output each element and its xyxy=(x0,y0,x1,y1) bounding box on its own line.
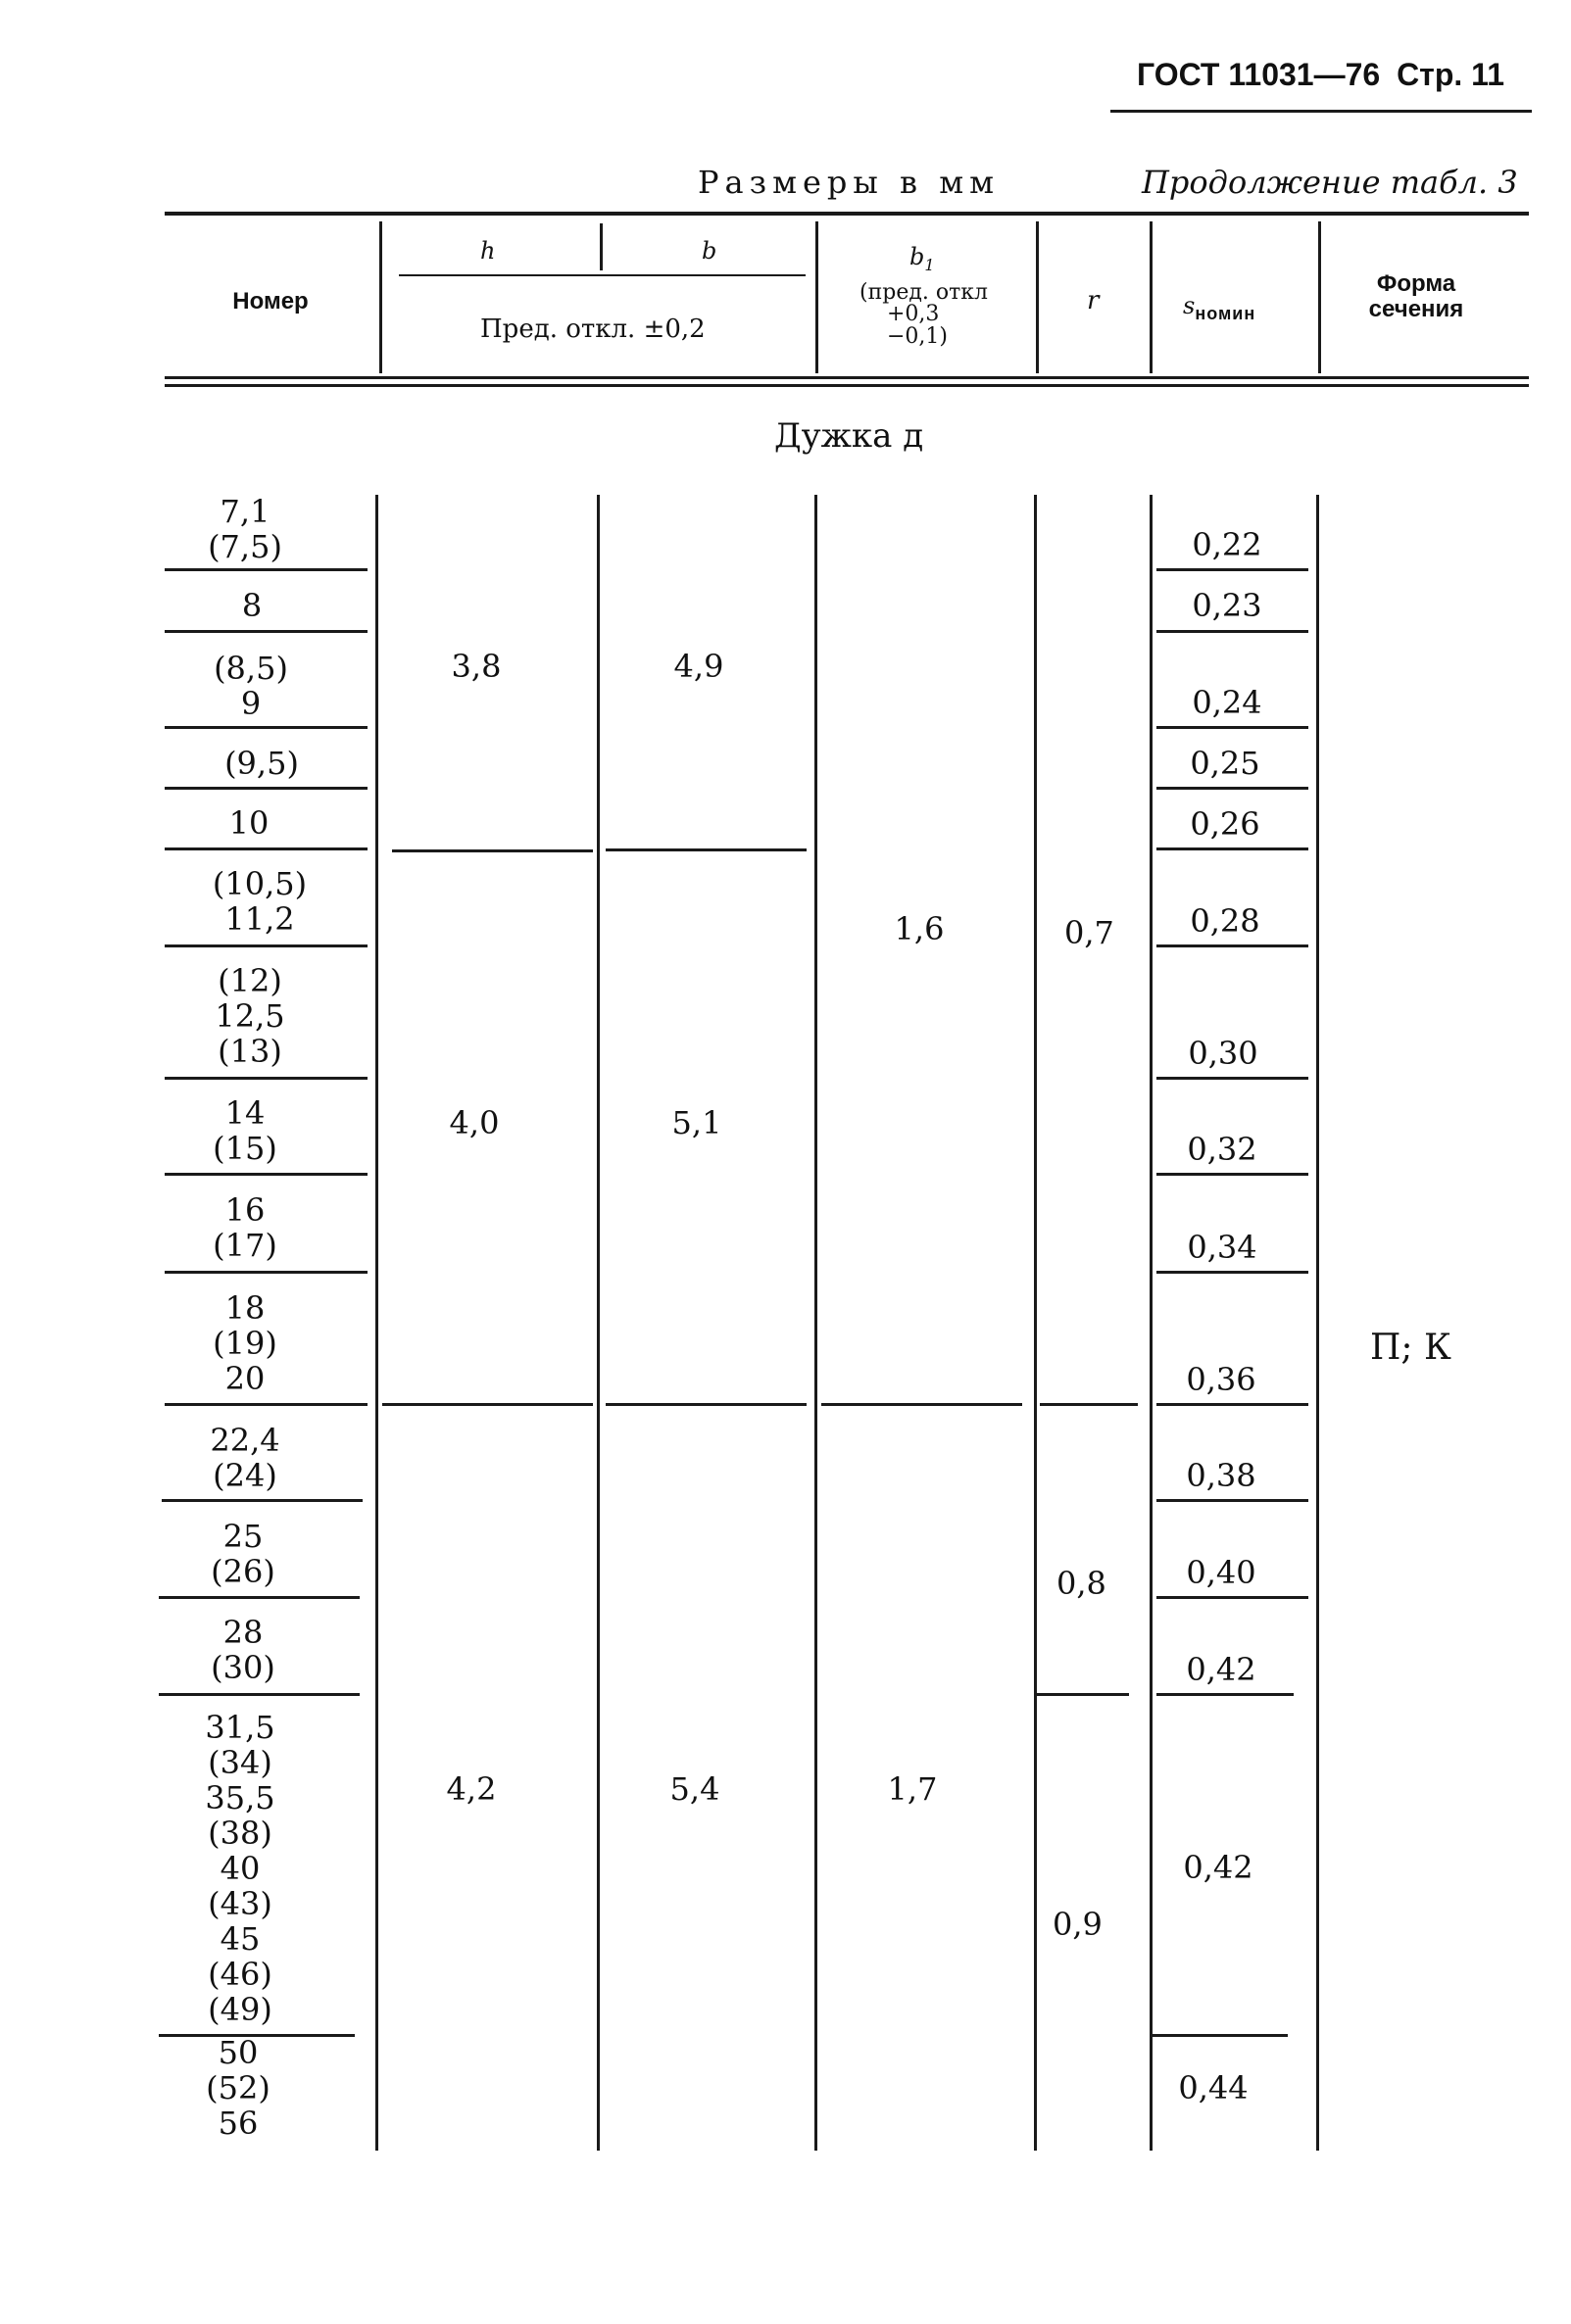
number-group xyxy=(140,2035,336,2141)
number-group xyxy=(145,1615,341,1685)
number-group xyxy=(151,805,347,841)
number-value: (30) xyxy=(211,1649,275,1686)
b1-tolerance-line-1: (пред. откл xyxy=(859,280,989,305)
number-value: 10 xyxy=(228,804,270,842)
header-rule xyxy=(1110,110,1532,113)
s-value: 0,30 xyxy=(1188,1035,1258,1072)
header-divider xyxy=(1036,221,1039,373)
b1-group-rule xyxy=(821,1403,1022,1406)
number-value: 8 xyxy=(241,587,263,624)
number-value: (46) xyxy=(208,1956,272,1993)
s-row-rule xyxy=(1156,568,1308,571)
col-number-header: Номер xyxy=(232,288,309,315)
r-value: 0,9 xyxy=(1053,1906,1103,1943)
number-group xyxy=(152,963,348,1069)
s-value: 0,42 xyxy=(1186,1651,1256,1688)
s-subscript: номин xyxy=(1195,303,1256,323)
number-group xyxy=(147,1423,343,1493)
number-value: (13) xyxy=(218,1033,282,1070)
col-s-header xyxy=(1183,294,1255,322)
number-group xyxy=(142,1710,338,2027)
s-value: 0,23 xyxy=(1192,587,1262,624)
number-value: 25 xyxy=(222,1518,264,1555)
b-value: 5,4 xyxy=(669,1770,720,1808)
s-row-rule xyxy=(1156,847,1308,850)
s-value: 0,25 xyxy=(1190,745,1260,782)
s-value: 0,26 xyxy=(1190,805,1260,843)
s-symbol: s xyxy=(1183,292,1196,319)
units-caption: Размеры в мм xyxy=(698,164,1000,201)
b1-tolerance-line-2: +0,3 xyxy=(887,302,940,326)
number-value: 7,1 xyxy=(220,493,270,530)
number-row-rule xyxy=(165,787,368,790)
header-divider xyxy=(600,223,603,270)
number-value: 28 xyxy=(222,1614,264,1651)
number-value: (26) xyxy=(211,1553,275,1590)
number-row-rule xyxy=(165,568,368,571)
number-value: (38) xyxy=(208,1815,272,1852)
number-value: 35,5 xyxy=(205,1779,275,1816)
r-value: 0,7 xyxy=(1064,914,1114,951)
standard-code: ГОСТ 11031—76 xyxy=(1137,57,1381,92)
number-group xyxy=(147,1290,343,1396)
h-b-subheader-rule xyxy=(399,274,806,276)
table-top-rule xyxy=(165,212,1529,216)
s-value: 0,44 xyxy=(1178,2069,1249,2106)
number-value: 56 xyxy=(218,2105,259,2142)
number-value: (17) xyxy=(213,1227,277,1264)
number-group xyxy=(153,651,349,721)
form-value: П; К xyxy=(1370,1328,1451,1368)
r-group-rule xyxy=(1040,1403,1138,1406)
number-value: (7,5) xyxy=(208,528,282,565)
number-value: 9 xyxy=(240,685,262,722)
number-row-rule xyxy=(165,847,368,850)
h-value: 4,2 xyxy=(446,1770,497,1808)
col-b-header: b xyxy=(702,237,717,265)
s-row-rule xyxy=(1156,1271,1308,1274)
b-value: 4,9 xyxy=(673,648,724,685)
number-value: (52) xyxy=(206,2069,270,2106)
number-row-rule xyxy=(165,726,368,729)
column-rule xyxy=(375,495,378,2151)
number-group xyxy=(145,1519,341,1589)
number-value: (10,5) xyxy=(212,865,308,902)
s-row-rule xyxy=(1156,726,1308,729)
s-value: 0,34 xyxy=(1187,1229,1257,1266)
s-value: 0,22 xyxy=(1192,526,1262,563)
number-value: 45 xyxy=(220,1920,261,1958)
section-title: Дужка д xyxy=(774,416,924,456)
number-group xyxy=(154,588,350,623)
number-value: (34) xyxy=(208,1744,272,1781)
number-row-rule xyxy=(165,1173,368,1176)
header-bottom-rule-1 xyxy=(165,376,1529,379)
number-value: 14 xyxy=(224,1094,266,1132)
s-value: 0,40 xyxy=(1186,1554,1256,1591)
b1-symbol: b xyxy=(909,243,925,270)
col-form-header-line-2: сечения xyxy=(1368,296,1464,322)
s-row-rule xyxy=(1156,944,1308,947)
b1-value: 1,7 xyxy=(887,1770,938,1808)
s-row-rule xyxy=(1156,1077,1308,1080)
s-row-rule xyxy=(1156,1403,1308,1406)
column-rule xyxy=(1316,495,1319,2151)
number-group xyxy=(147,1192,343,1263)
b-group-rule xyxy=(606,848,807,851)
s-value: 0,38 xyxy=(1186,1457,1256,1494)
h-value: 4,0 xyxy=(449,1104,500,1141)
number-row-rule xyxy=(165,944,368,947)
s-value: 0,28 xyxy=(1190,902,1260,940)
number-value: 20 xyxy=(224,1360,266,1397)
s-row-rule xyxy=(1156,630,1308,633)
number-group xyxy=(164,746,360,781)
number-row-rule xyxy=(165,1271,368,1274)
number-value: (19) xyxy=(213,1325,277,1362)
number-value: 16 xyxy=(224,1191,266,1229)
number-row-rule xyxy=(165,1077,368,1080)
b1-value: 1,6 xyxy=(894,910,945,947)
number-row-rule xyxy=(165,1403,368,1406)
h-group-rule xyxy=(392,849,593,852)
number-row-rule xyxy=(162,1499,363,1502)
number-value: (24) xyxy=(213,1457,277,1494)
column-rule xyxy=(597,495,600,2151)
s-value: 0,24 xyxy=(1192,684,1262,721)
header-divider xyxy=(815,221,818,373)
col-h-header: h xyxy=(480,237,496,265)
number-value: (9,5) xyxy=(224,745,299,782)
s-row-rule xyxy=(1156,1173,1308,1176)
s-row-rule xyxy=(1156,787,1308,790)
h-b-tolerance: Пред. откл. ±0,2 xyxy=(480,315,706,344)
b1-tolerance-line-3: −0,1) xyxy=(887,324,949,349)
s-row-rule xyxy=(1156,1693,1294,1696)
s-row-rule xyxy=(1151,2034,1288,2037)
page-number: Стр. 11 xyxy=(1397,57,1504,92)
column-rule xyxy=(1034,495,1037,2151)
b-group-rule xyxy=(606,1403,807,1406)
number-value: (15) xyxy=(213,1130,277,1167)
number-row-rule xyxy=(159,1693,360,1696)
page-header xyxy=(1137,59,1504,90)
number-value: 11,2 xyxy=(224,900,295,938)
number-group xyxy=(162,866,358,937)
header-bottom-rule-2 xyxy=(165,384,1529,387)
r-value: 0,8 xyxy=(1056,1565,1106,1602)
number-value: (12) xyxy=(218,962,282,999)
s-value: 0,42 xyxy=(1183,1849,1253,1886)
header-divider xyxy=(379,221,382,373)
number-group xyxy=(147,494,343,564)
s-value: 0,32 xyxy=(1187,1131,1257,1168)
number-value: 50 xyxy=(218,2034,259,2071)
number-value: 18 xyxy=(224,1289,266,1327)
h-value: 3,8 xyxy=(451,648,502,685)
number-row-rule xyxy=(165,630,368,633)
column-rule xyxy=(1150,495,1153,2151)
number-value: 22,4 xyxy=(210,1422,280,1459)
h-group-rule xyxy=(382,1403,593,1406)
continuation-caption: Продолжение табл. 3 xyxy=(1142,164,1518,201)
number-value: 31,5 xyxy=(205,1709,275,1746)
number-group xyxy=(147,1095,343,1166)
col-form-header-line-1: Форма xyxy=(1376,270,1456,297)
col-b1-header xyxy=(909,245,935,273)
s-value: 0,36 xyxy=(1186,1361,1256,1398)
header-divider xyxy=(1318,221,1321,373)
header-divider xyxy=(1150,221,1153,373)
b1-subscript: 1 xyxy=(924,255,935,274)
col-r-header: r xyxy=(1087,286,1100,315)
r-group-rule xyxy=(1036,1693,1129,1696)
s-row-rule xyxy=(1156,1499,1308,1502)
s-row-rule xyxy=(1156,1596,1308,1599)
number-value: (43) xyxy=(208,1885,272,1922)
number-value: 40 xyxy=(220,1850,261,1887)
number-value: (49) xyxy=(208,1991,272,2028)
column-rule xyxy=(814,495,817,2151)
number-value: (8,5) xyxy=(214,650,288,687)
number-row-rule xyxy=(159,1596,360,1599)
b-value: 5,1 xyxy=(671,1104,722,1141)
number-value: 12,5 xyxy=(215,997,285,1035)
